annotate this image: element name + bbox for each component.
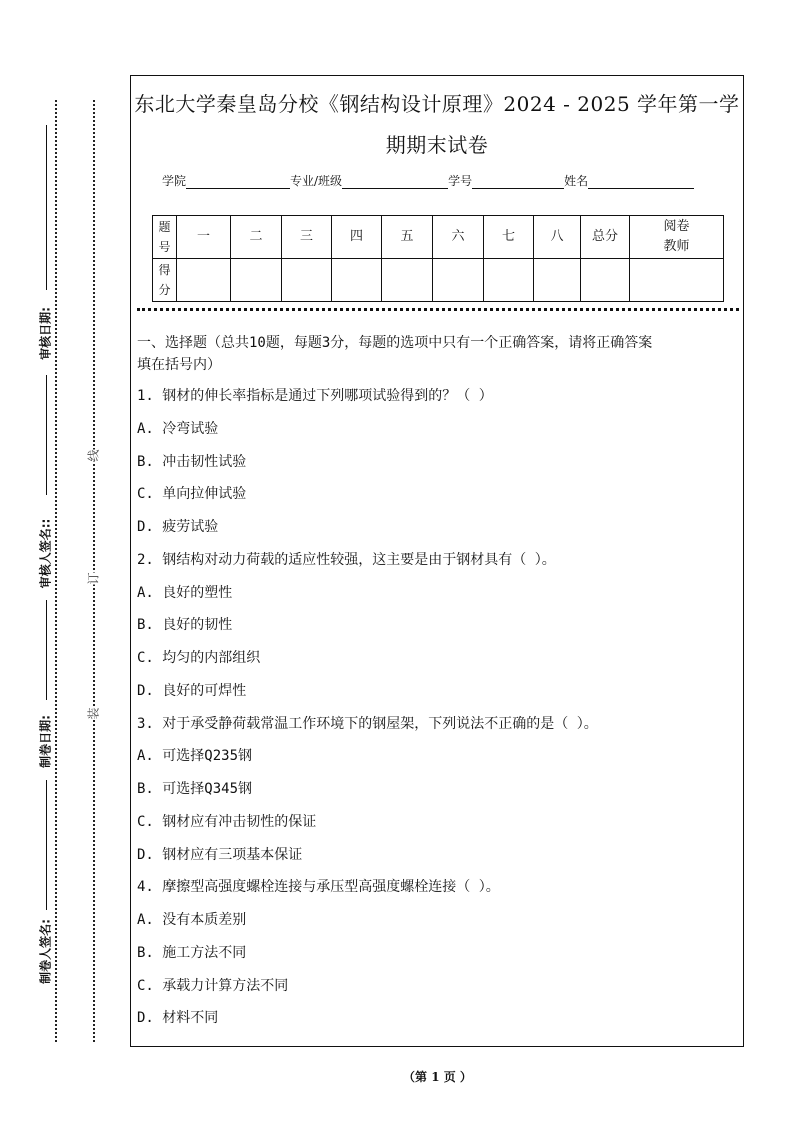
question-list (137, 380, 598, 1035)
header-cell: 四 (332, 216, 382, 259)
header-cell: 五 (382, 216, 433, 259)
college-field[interactable] (186, 174, 290, 189)
maker-sign-blank (46, 780, 47, 910)
section-heading-line2: 填在括号内） (137, 357, 221, 373)
score-cell[interactable] (382, 259, 433, 302)
question-option: C. 单向拉伸试验 (137, 486, 247, 503)
question-option: D. 材料不同 (137, 1010, 219, 1027)
maker-sign-label: 制卷人签名: (38, 919, 53, 984)
question-stem: 4. 摩擦型高强度螺栓连接与承压型高强度螺栓连接（ ）。 (137, 879, 500, 896)
header-cell: 总分 (581, 216, 630, 259)
make-date-label: 制卷日期: (38, 715, 53, 768)
question-option: B. 良好的韧性 (137, 617, 233, 634)
question-option: C. 钢材应有冲击韧性的保证 (137, 813, 317, 830)
score-cell[interactable] (282, 259, 332, 302)
question-option: B. 冲击韧性试验 (137, 453, 247, 470)
question-option: D. 良好的可焊性 (137, 682, 247, 699)
reviewer-sign-label: 审核人签名:: (38, 518, 53, 589)
header-cell: 二 (231, 216, 282, 259)
student-id-field[interactable] (472, 174, 564, 189)
header-cell: 七 (484, 216, 534, 259)
binding-mark-bind: 装 (86, 707, 101, 720)
question-stem: 3. 对于承受静荷载常温工作环境下的钢屋架，下列说法不正确的是（ ）。 (137, 715, 598, 732)
question-option: D. 疲劳试验 (137, 519, 219, 535)
binding-mark-line: 线 (86, 449, 101, 462)
exam-title-line1: 东北大学秦皇岛分校《钢结构设计原理》2024 - 2025 学年第一学 (134, 92, 740, 116)
binding-dotted-line-inner (93, 100, 95, 1042)
score-cell[interactable] (630, 259, 724, 302)
question-stem: 2. 钢结构对动力荷载的适应性较强，这主要是由于钢材具有（ ）。 (137, 551, 556, 568)
header-cell: 六 (433, 216, 484, 259)
question-option: A. 良好的塑性 (137, 584, 233, 601)
question-option: A. 没有本质差别 (137, 912, 247, 928)
major-class-label: 专业/班级 (290, 174, 343, 188)
score-table (152, 215, 724, 302)
name-label: 姓名 (564, 174, 589, 188)
student-info-row (162, 172, 694, 189)
exam-title-line2: 期期末试卷 (385, 133, 489, 157)
header-cell: 八 (534, 216, 581, 259)
score-cell[interactable] (177, 259, 231, 302)
question-option: B. 可选择Q345钢 (137, 781, 253, 797)
question-stem: 1. 钢材的伸长率指标是通过下列哪项试验得到的？（ ） (137, 388, 493, 404)
binding-mark-staple: 订 (86, 572, 101, 585)
score-cell[interactable] (231, 259, 282, 302)
question-option: D. 钢材应有三项基本保证 (137, 846, 303, 863)
student-id-label: 学号 (448, 174, 473, 188)
score-row-label: 得分 (153, 259, 177, 302)
score-cell[interactable] (534, 259, 581, 302)
header-cell: 一 (177, 216, 231, 259)
question-option: C. 承载力计算方法不同 (137, 977, 289, 994)
make-date-blank (46, 600, 47, 700)
header-cell: 题号 (153, 216, 177, 259)
page-number: （第 1 页 ） (403, 1070, 472, 1084)
score-cell[interactable] (332, 259, 382, 302)
question-option: C. 均匀的内部组织 (137, 650, 261, 666)
score-table-header-row (153, 216, 724, 259)
score-cell[interactable] (581, 259, 630, 302)
college-label: 学院 (162, 174, 187, 188)
score-cell[interactable] (433, 259, 484, 302)
major-class-field[interactable] (342, 174, 448, 189)
score-table-score-row (153, 259, 724, 302)
review-date-blank (46, 125, 47, 290)
question-option: A. 冷弯试验 (137, 420, 219, 437)
question-option: A. 可选择Q235钢 (137, 748, 253, 765)
score-cell[interactable] (484, 259, 534, 302)
section-heading-line1: 一、选择题（总共10题，每题3分，每题的选项中只有一个正确答案，请将正确答案 (137, 335, 653, 351)
binding-dotted-line-outer (55, 100, 57, 1042)
header-cell: 阅卷教师 (630, 216, 724, 259)
header-cell: 三 (282, 216, 332, 259)
name-field[interactable] (588, 174, 694, 189)
dotted-separator (137, 308, 739, 311)
section-heading (137, 332, 737, 376)
review-date-label: 审核日期: (38, 307, 53, 360)
question-option: B. 施工方法不同 (137, 944, 247, 961)
reviewer-sign-blank (46, 375, 47, 495)
